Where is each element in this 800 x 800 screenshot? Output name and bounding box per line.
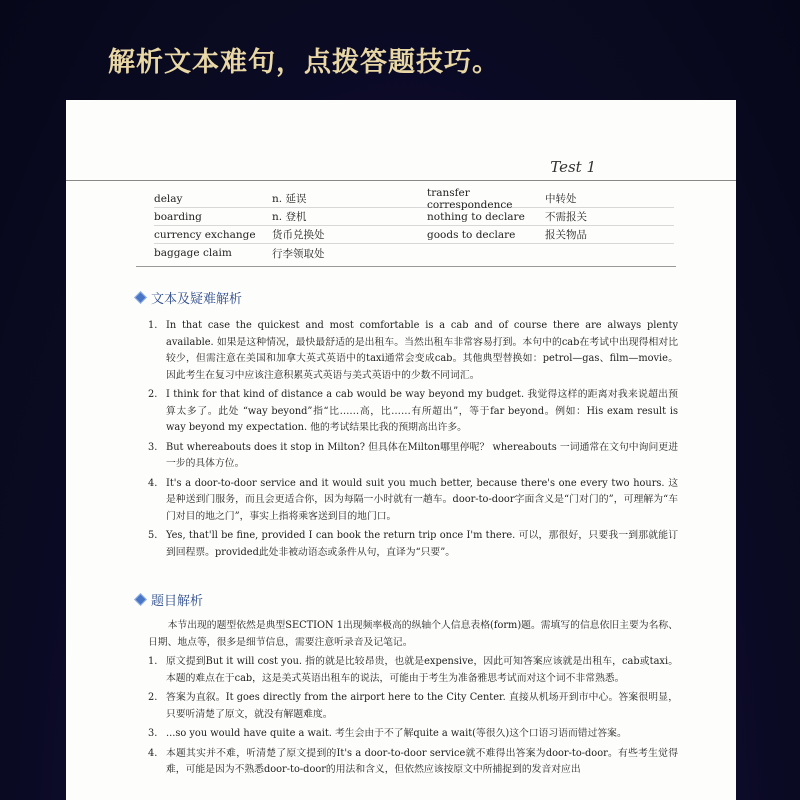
vocab-row xyxy=(154,226,674,244)
list-item xyxy=(148,654,678,687)
vocab-cell: 行李领取处 xyxy=(272,247,325,260)
item-number: 3. xyxy=(148,441,158,453)
section1-list xyxy=(148,318,678,564)
item-number: 2. xyxy=(148,692,158,703)
section2-title: 题目解析 xyxy=(136,590,203,609)
vocab-cell: boarding xyxy=(154,210,202,223)
vocab-cell: n. 登机 xyxy=(272,211,307,223)
diamond-bullet-icon xyxy=(134,291,147,304)
item-text: ...so you would have quite a wait. 考生会由于不了解quite a wait(等很久)这个口语习语而错过答案。 xyxy=(166,728,627,739)
list-item xyxy=(148,476,678,526)
list-item xyxy=(148,440,678,473)
item-number: 2. xyxy=(148,389,158,400)
item-text: I think for that kind of distance a cab would be way beyond my budget. 我觉得这样的距离对我来说超出预算太多了。此处 “way beyond”指“比……高，比……有所超出”，等于far beyond。例如：His exam result is way beyond my expectation. 他的考试结果比我的预期高出许多。 xyxy=(166,389,678,433)
item-number: 1. xyxy=(148,656,158,667)
list-item xyxy=(148,690,678,723)
test-label: Test 1 xyxy=(550,158,596,176)
header-rule xyxy=(66,180,736,181)
item-number: 3. xyxy=(148,728,158,739)
section1-title: 文本及疑难解析 xyxy=(136,288,242,307)
item-text: 答案为直叙。It goes directly from the airport here to the City Center. 直接从机场开到市中心。答案很明显，只要听清楚了原文，就没有解题难度。 xyxy=(166,692,678,720)
vocab-row xyxy=(154,244,674,262)
list-item xyxy=(148,746,678,779)
vocab-bottom-rule xyxy=(136,266,676,267)
vocab-cell: currency exchange xyxy=(154,228,256,241)
list-item xyxy=(148,726,678,743)
vocab-cell: 货币兑换处 xyxy=(272,229,325,241)
vocab-row xyxy=(154,186,674,211)
vocab-cell: baggage claim xyxy=(154,247,232,259)
item-text: Yes, that'll be fine, provided I can book the return trip once I'm there. 可以，那很好，只要我一到那就能订到回程票。provided此处非被动语态或条件从句，直译为“只要”。 xyxy=(166,530,678,558)
vocab-cell: 报关物品 xyxy=(545,229,587,241)
section2-list xyxy=(148,654,678,782)
book-page xyxy=(66,100,736,800)
vocab-cell: n. 延误 xyxy=(272,193,307,205)
list-item xyxy=(148,318,678,384)
vocab-cell: delay xyxy=(154,192,183,205)
vocab-row xyxy=(154,208,674,226)
list-item xyxy=(148,528,678,561)
vocab-cell: 不需报关 xyxy=(545,211,587,223)
item-number: 5. xyxy=(148,530,158,541)
vocab-cell: transfer correspondence xyxy=(427,186,513,211)
vocab-cell: goods to declare xyxy=(427,228,516,241)
item-text: But whereabouts does it stop in Milton? 但具体在Milton哪里停呢？ whereabouts 一词通常在文句中询问更进一步的具体方位。 xyxy=(166,441,678,469)
vocab-cell: nothing to declare xyxy=(427,210,525,223)
section2-intro: 本节出现的题型依然是典型SECTION 1出现频率极高的纵轴个人信息表格(form)题。需填写的信息依旧主要为名称、日期、地点等，很多是细节信息，需要注意听录音及记笔记。 xyxy=(148,620,678,648)
diamond-bullet-icon xyxy=(134,593,147,606)
vocab-table xyxy=(154,186,674,262)
vocab-cell: 中转处 xyxy=(545,193,577,205)
item-text: 本题其实并不难，听清楚了原文提到的It's a door-to-door service就不难得出答案为door-to-door。有些考生觉得难，可能是因为不熟悉door-to-door的用法和含义，但依然应该按原文中所捕捉到的发音对应出 xyxy=(166,747,678,775)
item-number: 4. xyxy=(148,477,158,489)
item-number: 4. xyxy=(148,747,158,759)
item-text: 原文提到But it will cost you. 指的就是比较昂贵，也就是expensive，因此可知答案应该就是出租车，cab或taxi。本题的难点在于cab，这是美式英语出租车的说法，可能由于考生为准备雅思考试而对这个词不非常熟悉。 xyxy=(166,656,678,684)
item-text: In that case the quickest and most comfortable is a cab and of course there are always plenty available. 如果是这种情况，最快最舒适的是出租车。当然出租车非常容易打到。本句中的cab在考试中出现得相对比较少，但需注意在美国和加拿大英式英语中的taxi通常会变成cab。其他典型替换如：petrol—gas、film—movie。因此考生在复习中应该注意积累英式英语与美式英语中的少数不同词汇。 xyxy=(166,320,678,381)
item-number: 1. xyxy=(148,320,158,331)
list-item xyxy=(148,387,678,437)
headline: 解析文本难句，点拨答题技巧。 xyxy=(108,47,500,78)
item-text: It's a door-to-door service and it would suit you much better, because there's one every two hours. 这是种送到门服务，而且会更适合你，因为每隔一小时就有一趟车。door-to-door字面含义是“门对门的”，可理解为“车门对目的地之门”，事实上指将乘客送到目的地门口。 xyxy=(166,477,678,522)
